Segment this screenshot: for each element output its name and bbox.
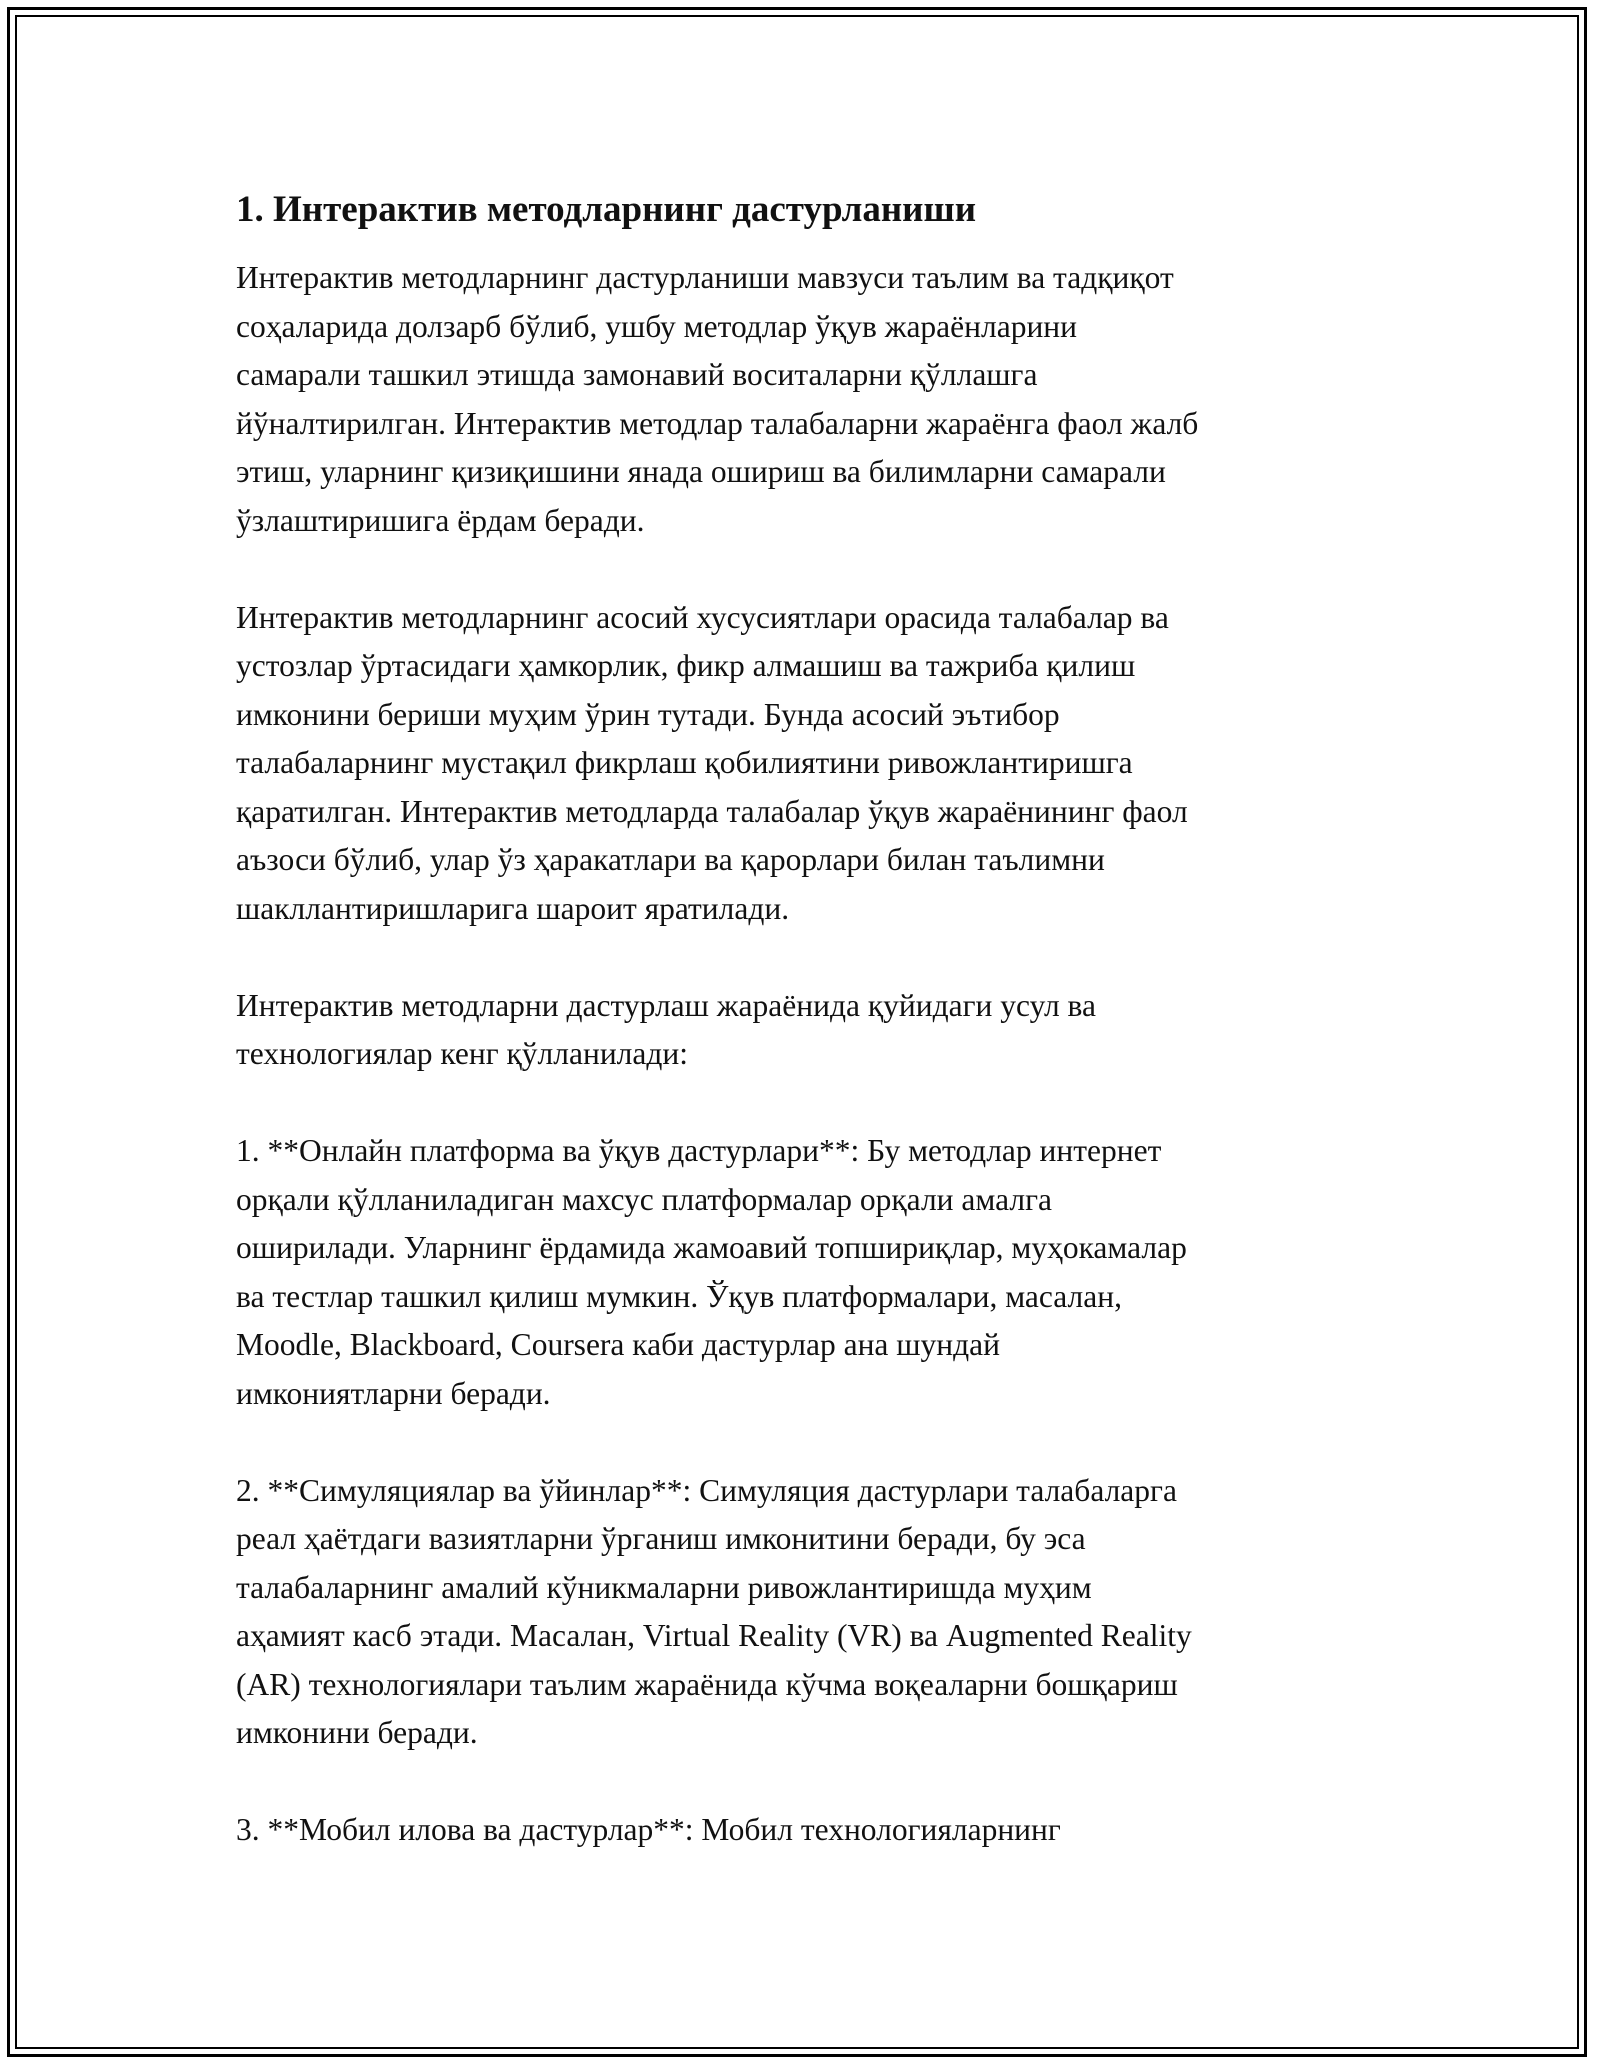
text-line: йўналтирилган. Интерактив методлар талабаларни жараёнга фаол жалб [236,405,1199,441]
text-line: реал ҳаётдаги вазиятларни ўрганиш имконитини беради, бу эса [236,1521,1086,1556]
paragraph-gap [236,1758,1366,1807]
text-line: Интерактив методларнинг асосий хусусиятлари орасида талабалар ва [236,599,1169,635]
text-line: (AR) технологиялари таълим жараёнида кўчма воқеаларни бошқариш [236,1666,1178,1702]
text-line: соҳаларида долзарб бўлиб, ушбу методлар ўқув жараёнларини [236,308,1078,344]
paragraph [236,254,1366,545]
text-line: самарали ташкил этишда замонавий воситаларни қўллашга [236,357,1038,392]
text-line: оширилади. Уларнинг ёрдамида жамоавий топшириқлар, муҳокамалар [236,1230,1187,1265]
text-line: орқали қўлланиладиган махсус платформалар орқали амалга [236,1181,1052,1217]
paragraph [236,1467,1366,1758]
text-line: технологиялар кенг қўлланилади: [236,1036,689,1071]
text-line: шакллантиришларига шароит яратилади. [236,890,790,926]
text-line: 3. **Мобил илова ва дастурлар**: Мобил технологияларнинг [236,1812,1061,1847]
paragraph [236,1806,1366,1855]
text-line: имконини бериши муҳим ўрин тутади. Бунда асосий эътибор [236,696,1060,732]
text-line: Интерактив методларнинг дастурланиши мавзуси таълим ва тадқиқот [236,260,1174,295]
document-body [236,186,1366,1855]
text-line: аҳамият касб этади. Масалан, Virtual Reality (VR) ва Augmented Reality [236,1618,1192,1653]
text-line: қаратилган. Интерактив методларда талабалар ўқув жараёнининг фаол [236,793,1188,829]
text-line: имконини беради. [236,1715,478,1750]
text-line: 2. **Симуляциялар ва ўйинлар**: Симуляция дастурлари талабаларга [236,1472,1177,1508]
section-heading: 1. Интерактив методларнинг дастурланиши [236,189,977,230]
text-line: этиш, уларнинг қизиқишини янада ошириш ва билимларни самарали [236,454,1166,489]
paragraphs [236,254,1366,1855]
text-line: имкониятларни беради. [236,1375,551,1411]
text-line: ўзлаштиришига ёрдам беради. [236,502,645,538]
text-line: талабаларнинг мустақил фикрлаш қобилиятини ривожлантиришга [236,745,1133,780]
paragraph [236,982,1366,1079]
text-line: устозлар ўртасидаги ҳамкорлик, фикр алмашиш ва тажриба қилиш [236,648,1136,683]
text-line: аъзоси бўлиб, улар ўз ҳаракатлари ва қарорлари билан таълимни [236,842,1105,877]
text-line: Moodle, Blackboard, Coursera каби дастурлар ана шундай [236,1327,1001,1362]
paragraph [236,1127,1366,1418]
paragraph [236,594,1366,934]
text-line: Интерактив методларни дастурлаш жараёнида қуйидаги усул ва [236,987,1096,1023]
paragraph-gap [236,1079,1366,1128]
paragraph-gap [236,1418,1366,1467]
paragraph-gap [236,545,1366,594]
text-line: ва тестлар ташкил қилиш мумкин. Ўқув платформалари, масалан, [236,1278,1122,1314]
paragraph-gap [236,933,1366,982]
text-line: 1. **Онлайн платформа ва ўқув дастурлари**: Бу методлар интернет [236,1133,1162,1168]
text-line: талабаларнинг амалий кўникмаларни ривожлантиришда муҳим [236,1569,1092,1605]
